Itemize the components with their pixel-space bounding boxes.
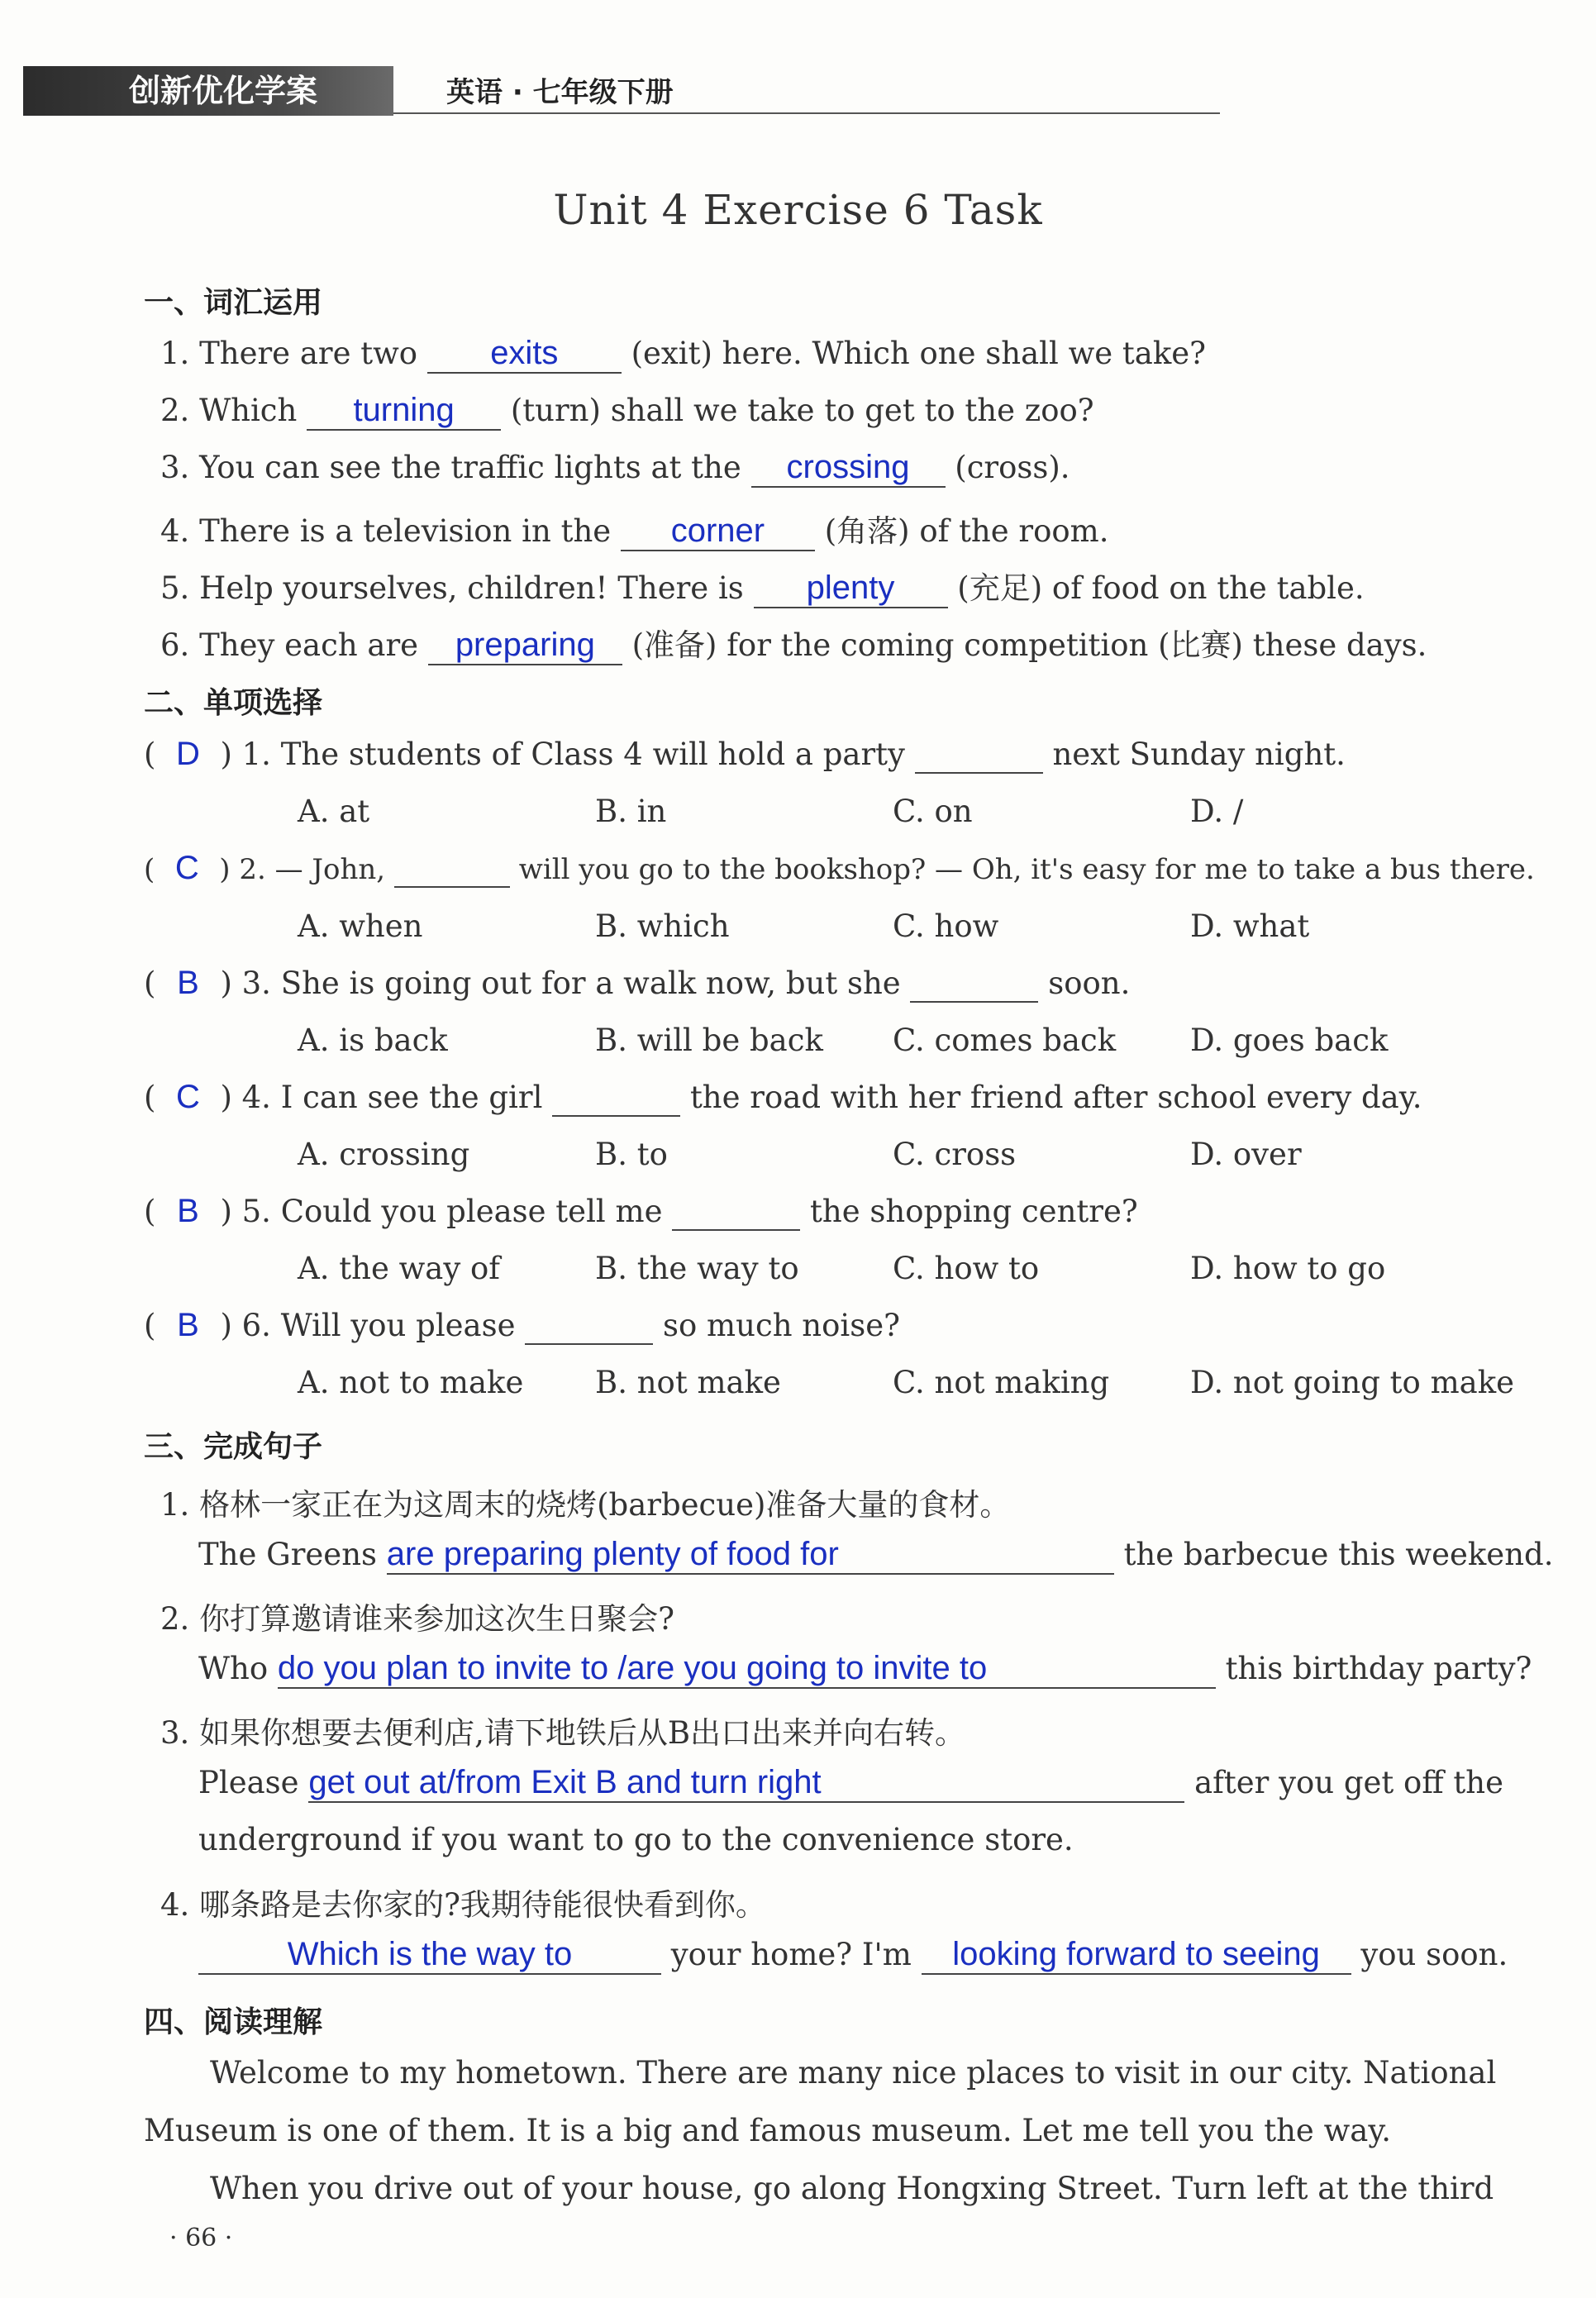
s2-item-2: ( C ) 2. — John, will you go to the bookshop? — Oh, it's easy for me to take a bus there.: [144, 850, 1535, 886]
s2-opt-3c: C. comes back: [893, 1023, 1117, 1058]
s1-answer-6: preparing: [428, 627, 622, 665]
s2-answer-6: B: [177, 1307, 199, 1343]
s2-opt-6b: B. not make: [595, 1365, 781, 1400]
s2-opt-2a: A. when: [298, 908, 423, 944]
page-number: · 66 ·: [169, 2224, 233, 2253]
s2-opt-5b: B. the way to: [595, 1251, 799, 1286]
s1-item-1: 1. There are two exits (exit) here. Which one shall we take?: [160, 335, 1206, 374]
s3-answer-4b: looking forward to seeing: [922, 1936, 1351, 1975]
section3-heading: 三、完成句子: [144, 1430, 323, 1464]
s2-opt-3a: A. is back: [298, 1023, 448, 1058]
s2-opt-6a: A. not to make: [298, 1365, 524, 1400]
s3-item-4-cn: 4. 哪条路是去你家的?我期待能很快看到你。: [160, 1887, 766, 1923]
s1-item-5: 5. Help yourselves, children! There is plenty (充足) of food on the table.: [160, 563, 1365, 608]
s3-answer-4a: Which is the way to: [198, 1936, 661, 1975]
s2-opt-3b: B. will be back: [595, 1023, 823, 1058]
brand-banner: [23, 66, 393, 116]
s1-item-3: 3. You can see the traffic lights at the crossing (cross).: [160, 449, 1070, 488]
s3-answer-3: get out at/from Exit B and turn right: [308, 1764, 1184, 1803]
s2-item-5: ( B ) 5. Could you please tell me the shopping centre?: [144, 1193, 1138, 1229]
s2-answer-5: B: [177, 1193, 199, 1229]
brand-name: 创新优化学案: [129, 73, 318, 109]
s2-opt-5a: A. the way of: [298, 1251, 500, 1286]
section4-heading: 四、阅读理解: [144, 2005, 323, 2039]
s2-answer-3: B: [177, 965, 199, 1001]
s3-item-4-en: Which is the way to your home? I'm looking forward to seeing you soon.: [198, 1936, 1508, 1975]
s2-opt-6c: C. not making: [893, 1365, 1110, 1400]
s2-opt-1c: C. on: [893, 794, 973, 829]
s2-answer-2: C: [174, 850, 199, 886]
s2-opt-1b: B. in: [595, 794, 667, 829]
s2-opt-1d: D. /: [1190, 794, 1244, 829]
s2-blank: [910, 965, 1038, 1003]
s2-opt-5c: C. how to: [893, 1251, 1040, 1286]
reading-line-2: Museum is one of them. It is a big and famous museum. Let me tell you the way.: [144, 2113, 1392, 2148]
s1-answer-3: crossing: [751, 449, 946, 488]
s1-item-2: 2. Which turning (turn) shall we take to get to the zoo?: [160, 392, 1094, 431]
s1-answer-1: exits: [427, 335, 622, 374]
reading-line-1: Welcome to my hometown. There are many nice places to visit in our city. National: [210, 2055, 1497, 2091]
s2-item-6: ( B ) 6. Will you please so much noise?: [144, 1307, 900, 1343]
s1-answer-5: plenty: [754, 570, 948, 608]
s2-item-3: ( B ) 3. She is going out for a walk now, but she soon.: [144, 965, 1131, 1001]
s2-opt-1a: A. at: [298, 794, 370, 829]
s3-item-3-cn: 3. 如果你想要去便利店,请下地铁后从B出口出来并向右转。: [160, 1715, 966, 1751]
s3-item-1-en: The Greens are preparing plenty of food for the barbecue this weekend.: [198, 1536, 1553, 1575]
s3-item-2-cn: 2. 你打算邀请谁来参加这次生日聚会?: [160, 1601, 674, 1637]
s2-opt-6d: D. not going to make: [1190, 1365, 1515, 1400]
s1-item-4: 4. There is a television in the corner (角落) of the room.: [160, 506, 1109, 551]
s3-answer-1: are preparing plenty of food for: [387, 1536, 1114, 1575]
section1-heading: 一、词汇运用: [144, 286, 323, 320]
page-title: Unit 4 Exercise 6 Task: [553, 186, 1043, 234]
s3-item-1-cn: 1. 格林一家正在为这周末的烧烤(barbecue)准备大量的食材。: [160, 1487, 1011, 1523]
s1-item-6: 6. They each are preparing (准备) for the coming competition (比赛) these days.: [160, 620, 1427, 665]
header-rule: [393, 112, 1220, 114]
s2-item-4: ( C ) 4. I can see the girl the road with her friend after school every day.: [144, 1079, 1422, 1115]
s1-answer-2: turning: [307, 392, 501, 431]
s1-answer-4: corner: [621, 513, 815, 551]
s2-opt-5d: D. how to go: [1190, 1251, 1386, 1286]
section2-heading: 二、单项选择: [144, 686, 323, 720]
s2-opt-2c: C. how: [893, 908, 999, 944]
s2-opt-2d: D. what: [1190, 908, 1310, 944]
s2-opt-3d: D. goes back: [1190, 1023, 1389, 1058]
s2-blank: [672, 1194, 800, 1231]
s2-opt-4b: B. to: [595, 1137, 668, 1172]
s2-item-1: ( D ) 1. The students of Class 4 will hold a party next Sunday night.: [144, 736, 1346, 772]
reading-line-3: When you drive out of your house, go along Hongxing Street. Turn left at the third: [210, 2171, 1494, 2206]
subject-title: 英语 · 七年级下册: [446, 76, 674, 109]
s2-blank: [394, 853, 510, 888]
s2-blank: [915, 737, 1043, 774]
s2-opt-4c: C. cross: [893, 1137, 1017, 1172]
s3-answer-2: do you plan to invite to /are you going to invite to: [278, 1650, 1216, 1689]
s2-answer-1: D: [175, 736, 200, 772]
s2-opt-2b: B. which: [595, 908, 730, 944]
s2-opt-4d: D. over: [1190, 1137, 1302, 1172]
s2-blank: [552, 1080, 680, 1117]
s3-item-3-en: Please get out at/from Exit B and turn right after you get off the: [198, 1764, 1503, 1803]
s2-blank: [525, 1308, 653, 1345]
s3-item-3-cont: underground if you want to go to the convenience store.: [198, 1822, 1074, 1857]
s2-opt-4a: A. crossing: [298, 1137, 470, 1172]
s3-item-2-en: Who do you plan to invite to /are you going to invite to this birthday party?: [198, 1650, 1532, 1689]
s2-answer-4: C: [175, 1079, 200, 1115]
